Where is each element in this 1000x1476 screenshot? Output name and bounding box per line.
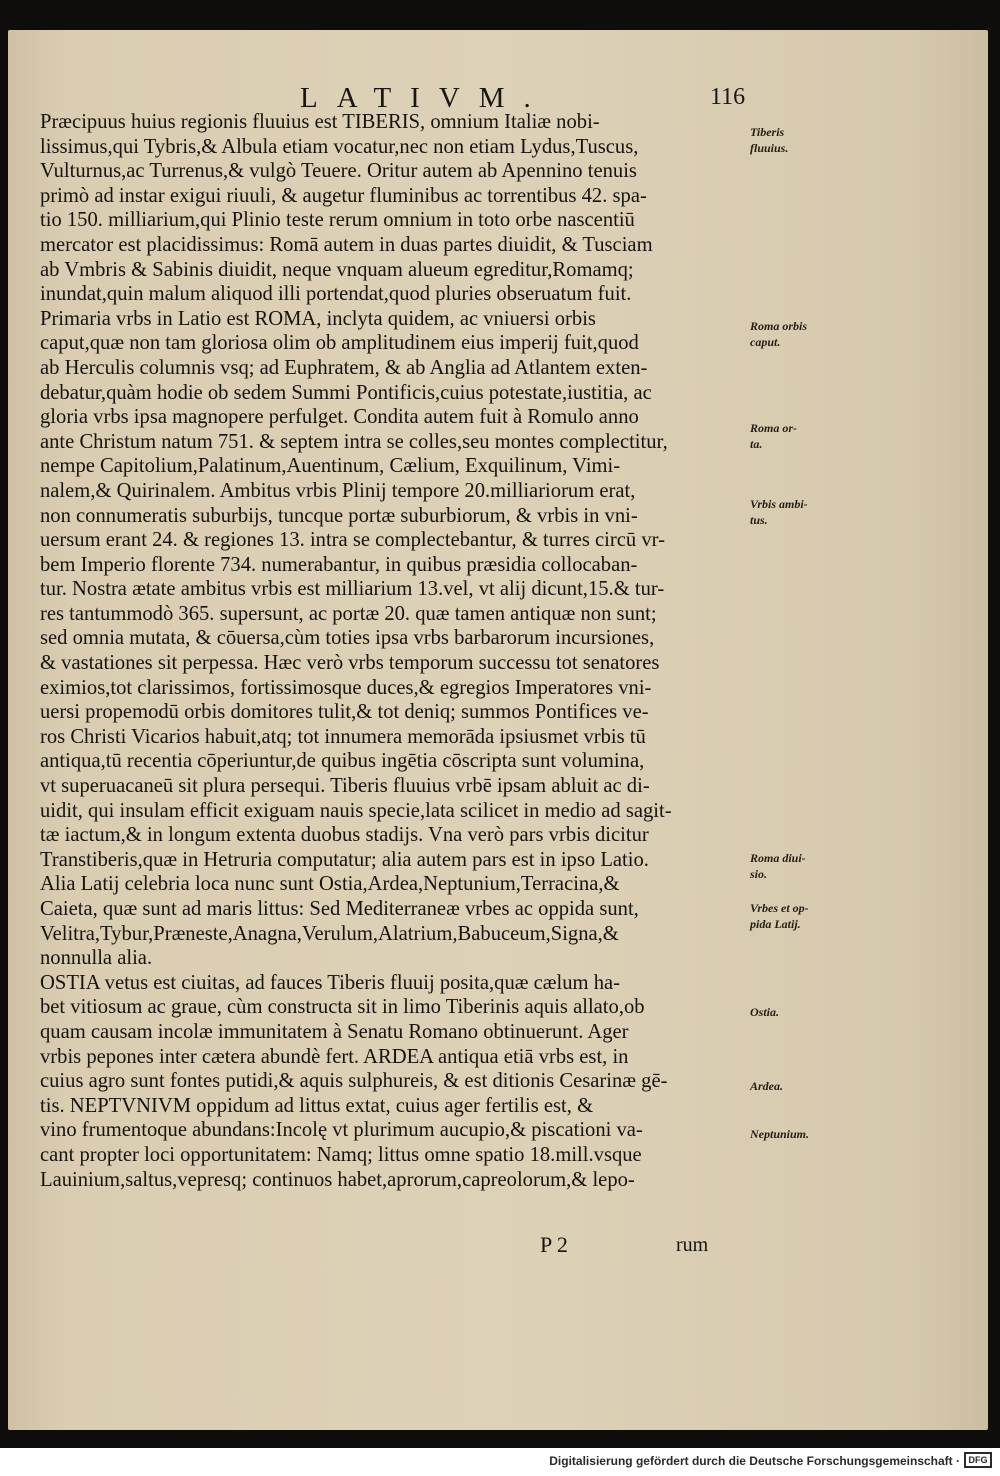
signature-mark: P 2 [540, 1232, 568, 1257]
margin-note-vrbis-ambitus: Vrbis ambi- tus. [750, 497, 808, 527]
text-line: uersum erant 24. & regiones 13. intra se complectebantur, & turres circū vr- [40, 529, 665, 552]
text-line: lissimus,qui Tybris,& Albula etiam vocatur,nec non etiam Lydus,Tuscus, [40, 135, 639, 158]
text-line: eximios,tot clarissimos, fortissimosque duces,& egregios Imperatores vni- [40, 676, 652, 699]
text-line: uidit, qui insulam efficit exiguam nauis specie,lata scilicet in medio ad sagit- [40, 799, 672, 822]
text-line: & vastationes sit perpessa. Hæc verò vrbs temporum successu tot senatores [40, 652, 660, 675]
text-line: bet vitiosum ac graue, cùm constructa sit in limo Tiberinis aquis allato,ob [40, 996, 645, 1019]
catchword: rum [676, 1234, 709, 1256]
margin-note-neptunium: Neptunium. [750, 1127, 810, 1141]
text-line: ante Christum natum 751. & septem intra se colles,seu montes complectitur, [40, 430, 668, 453]
text-line: antiqua,tū recentia cōperiuntur,de quibus ingētia cōscripta sunt volumina, [40, 750, 645, 773]
text-line: nonnulla alia. [40, 947, 153, 970]
margin-note-roma-orta: Roma or- ta. [750, 421, 798, 451]
text-line: uersi propemodū orbis domitores tulit,& tot deniq; summos Pontifices ve- [40, 701, 649, 724]
footer-bar [0, 1448, 1000, 1476]
margin-note-ardea: Ardea. [750, 1079, 783, 1093]
text-line: vrbis pepones inter cætera abundè fert. ARDEA antiqua etiā vrbs est, in [40, 1045, 629, 1068]
text-line: Vulturnus,ac Turrenus,& vulgò Teuere. Oritur autem ab Apennino tenuis [40, 160, 637, 183]
text-line: sed omnia mutata, & cōuersa,cùm toties ipsa vrbs barbarorum incursiones, [40, 627, 655, 650]
funding-credit: Digitalisierung gefördert durch die Deutsche Forschungsgemeinschaft · [549, 1454, 960, 1468]
text-line: tæ iactum,& in longum extenta duobus stadijs. Vna verò pars vrbis dicitur [40, 824, 649, 847]
text-line: quam causam incolæ immunitatem à Senatu Romano obtinuerunt. Ager [40, 1020, 629, 1043]
text-line: nempe Capitolium,Palatinum,Auentinum, Cælium, Exquilinum, Vimi- [40, 455, 621, 478]
text-line: OSTIA vetus est ciuitas, ad fauces Tiberis fluuij posita,quæ cælum ha- [40, 971, 620, 994]
margin-note-roma-caput: Roma orbis caput. [750, 319, 808, 349]
text-line: Alia Latij celebria loca nunc sunt Ostia,Ardea,Neptunium,Terracina,& [40, 873, 620, 896]
text-line: caput,quæ non tam gloriosa olim ob amplitudinem eius imperij fuit,quod [40, 332, 639, 355]
text-line: primò ad instar exigui riuuli, & augetur fluminibus ac torrentibus 42. spa- [40, 184, 647, 207]
text-line: ab Herculis columnis vsq; ad Euphratem, & ab Anglia ad Atlantem exten- [40, 356, 648, 379]
text-line: tis. NEPTVNIVM oppidum ad littus extat, cuius ager fertilis est, & [40, 1094, 594, 1117]
text-line: cuius agro sunt fontes putidi,& aquis sulphureis, & est ditionis Cesarinæ gē- [40, 1070, 668, 1093]
text-line: Velitra,Tybur,Præneste,Anagna,Verulum,Alatrium,Babuceum,Signa,& [40, 922, 619, 945]
text-line: mercator est placidissimus: Romā autem in duas partes diuidit, & Tusciam [40, 233, 653, 256]
text-line: bem Imperio florente 734. numerabantur, in quibus præsidia collocaban- [40, 553, 638, 576]
text-line: debatur,quàm hodie ob sedem Summi Pontificis,cuius potestate,iustitia, ac [40, 381, 652, 404]
text-line: non connumeratis suburbijs, tuncque portæ suburbiorum, & vrbis in vni- [40, 504, 638, 527]
text-line: cant propter loci opportunitatem: Namq; littus omne spatio 18.mill.vsque [40, 1143, 642, 1166]
text-line: ros Christi Vicarios habuit,atq; tot innumera memorāda ipsiusmet vrbis tū [40, 725, 646, 748]
margin-note-vrbes-oppida: Vrbes et op- pida Latij. [750, 901, 809, 931]
text-line: Caieta, quæ sunt ad maris littus: Sed Mediterraneæ vrbes ac oppida sunt, [40, 898, 639, 920]
folio-number: 116 [710, 84, 746, 110]
text-line: nalem,& Quirinalem. Ambitus vrbis Plinij tempore 20.milliariorum erat, [40, 479, 636, 502]
text-line: Primaria vrbs in Latio est ROMA, inclyta quidem, ac vniuersi orbis [40, 307, 596, 330]
running-title: LATIVM. [300, 82, 550, 114]
text-line: Transtiberis,quæ in Hetruria computatur; alia autem pars est in ipso Latio. [40, 848, 649, 871]
margin-note-ostia: Ostia. [750, 1005, 780, 1019]
body-text [40, 110, 770, 1192]
text-line: gloria vrbs ipsa magnopere perfulget. Condita autem fuit à Romulo anno [40, 406, 639, 429]
margin-note-roma-diuisio: Roma diui- sio. [750, 851, 806, 881]
text-line: Lauinium,saltus,vepresq; continuos habet,aprorum,capreolorum,& lepo- [40, 1168, 635, 1191]
text-line: inundat,quin malum aliquod illi portendat,quod pluries obseruatum fuit. [40, 283, 632, 306]
margin-note-tiberis: Tiberis fluuius. [750, 125, 789, 155]
text-line: Præcipuus huius regionis fluuius est TIBERIS, omnium Italiæ nobi- [40, 111, 600, 133]
text-line: vino frumentoque abundans:Incolę vt plurimum aucupio,& piscationi va- [40, 1119, 643, 1142]
text-line: vt superuacaneū sit plura persequi. Tiberis fluuius vrbē ipsam abluit ac di- [40, 775, 650, 798]
text-line: tio 150. milliarium,qui Plinio teste rerum omnium in toto orbe nascentiū [40, 209, 635, 232]
dfg-logo-icon: DFG [964, 1452, 992, 1468]
text-line: tur. Nostra ætate ambitus vrbis est milliarium 13.vel, vt alij dicunt,15.& tur- [40, 578, 665, 601]
text-line: res tantummodò 365. supersunt, ac portæ 20. quæ tamen antiquæ non sunt; [40, 602, 657, 625]
text-line: ab Vmbris & Sabinis diuidit, neque vnquam alueum egreditur,Romamq; [40, 258, 634, 281]
